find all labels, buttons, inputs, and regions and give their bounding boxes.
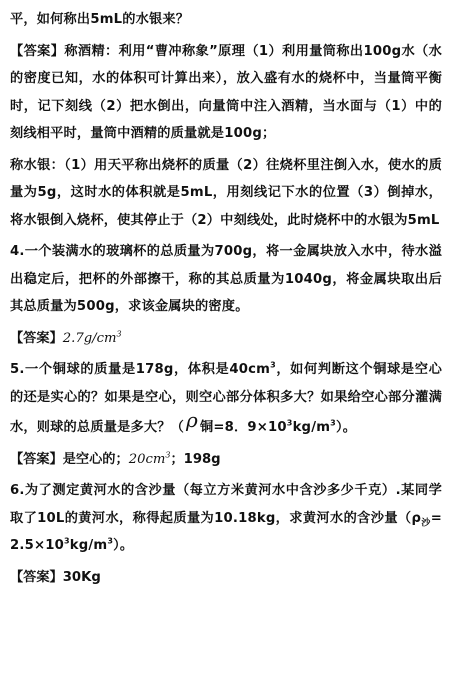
question-6-sup-2: 3 [107, 536, 114, 546]
question-6-sub: 沙 [421, 518, 431, 529]
question-5-text-3: 铜=8．9×10 [200, 420, 287, 435]
question-6-text-1: 6.为了测定黄河水的含沙量（每立方米黄河水中含沙多少千克）.某同学取了10L的黄河水，称得起质量为10.18kg，求黄河水的含沙量（ρ [10, 483, 442, 526]
question-6-text-3: kg/m [69, 538, 108, 553]
answer-tag: 【答案】 [10, 569, 63, 585]
answer-4-sup: 3 [116, 329, 122, 339]
answer-5-sup: 3 [165, 450, 171, 460]
answer-4-value: 2.7g/cm [62, 330, 117, 346]
question-6 [10, 477, 442, 560]
question-4-text: 4.一个装满水的玻璃杯的总质量为700g，将一金属块放入水中，待水溢出稳定后，把杯的外部擦干，称的其总质量为1040g，将金属块取出后其总质量为500g，求该金属块的密度。 [10, 244, 442, 314]
question-6-text-2: =2.5×10 [10, 510, 443, 553]
answer-tag: 【答案】 [10, 43, 65, 59]
answer-3-mercury [10, 152, 442, 235]
question-5-sup-3: 3 [330, 418, 336, 428]
answer-5-text-2: ；198g [170, 451, 221, 467]
question-6-text-4: ）。 [113, 538, 134, 553]
question-5-sup-2: 3 [286, 418, 293, 428]
answer-3-mercury-text: 称水银：（1）用天平称出烧杯的质量（2）往烧杯里注倒入水，使水的质量为5g，这时水的体积就是5mL，用刻线记下水的位置（3）倒掉水，将水银倒入烧杯，使其停止于（2）中刻线处，此时烧杯中的水银为5mL [10, 157, 442, 228]
answer-3-alcohol-text: 称酒精：利用“曹冲称象”原理（1）利用量筒称出100g水（水的密度已知，水的体积可计算出来），放入盛有水的烧杯中，当量筒平衡时，记下刻线（2）把水倒出，向量筒中注入酒精，当水面与（1）中的刻线相平时，量筒中酒精的质量就是100g； [10, 43, 442, 141]
answer-6 [10, 564, 442, 592]
answer-4 [10, 325, 442, 353]
answer-3-alcohol [10, 38, 442, 148]
question-5-text-2: ，如何判断这个铜球是空心的还是实心的？如果是空心，则空心部分体积多大？如果给空心部分灌满水，则球的总质量是多大？（ [10, 362, 442, 435]
answer-tag: 【答案】 [10, 451, 63, 467]
rho-symbol: ρ [186, 408, 199, 432]
question-5-text-5: ）。 [335, 420, 357, 435]
question-3-tail-text: 平，如何称出5mL的水银来？ [10, 12, 190, 27]
answer-tag: 【答案】 [10, 330, 63, 346]
answer-6-value: 30Kg [62, 569, 101, 585]
question-3-tail [10, 6, 442, 34]
answer-5-value: 20cm [128, 451, 166, 467]
question-5-text-4: kg/m [292, 420, 331, 435]
answer-5 [10, 446, 442, 474]
question-6-sup-1: 3 [63, 536, 70, 546]
question-5-sup-1: 3 [270, 360, 276, 370]
question-5-text-1: 5.一个铜球的质量是178g，体积是40cm [10, 362, 271, 377]
question-4 [10, 238, 442, 321]
answer-5-text-1: 是空心的； [62, 451, 129, 467]
question-5 [10, 356, 442, 442]
